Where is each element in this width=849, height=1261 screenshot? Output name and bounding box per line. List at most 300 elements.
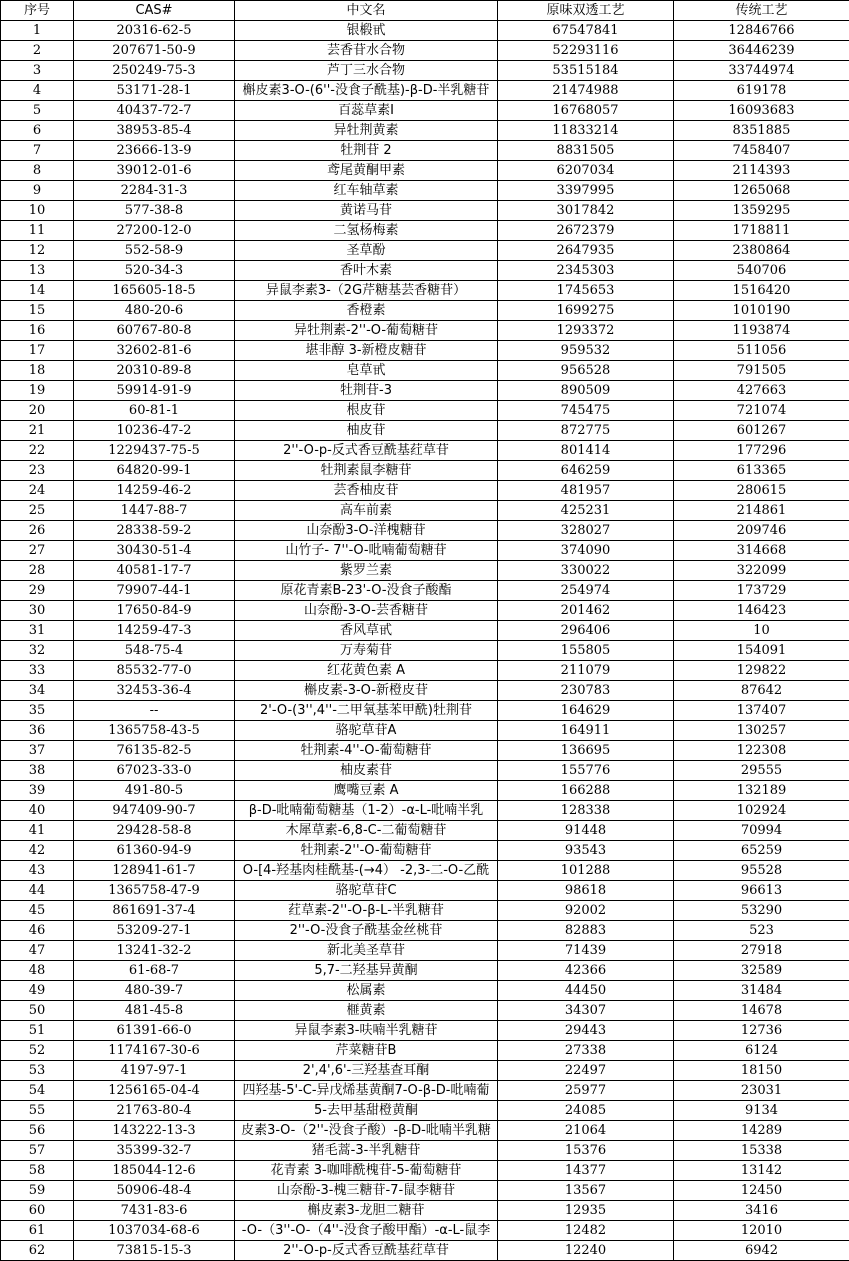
index-cell: 45 (1, 901, 74, 921)
index-cell: 60 (1, 1201, 74, 1221)
index-cell: 55 (1, 1101, 74, 1121)
index-cell: 21 (1, 421, 74, 441)
name-cell: 2',4',6'-三羟基查耳酮 (235, 1061, 498, 1081)
name-cell: 皂草甙 (235, 361, 498, 381)
name-cell: 红车轴草素 (235, 181, 498, 201)
table-row (1, 521, 849, 541)
name-cell: 骆驼草苷C (235, 881, 498, 901)
double-process-cell: 2647935 (498, 241, 674, 261)
cas-cell: 79907-44-1 (74, 581, 235, 601)
index-cell: 38 (1, 761, 74, 781)
traditional-process-cell: 96613 (674, 881, 849, 901)
table-row (1, 421, 849, 441)
index-cell: 11 (1, 221, 74, 241)
table-row (1, 961, 849, 981)
name-cell: 异牡荆素-2''-O-葡萄糖苷 (235, 321, 498, 341)
table-row (1, 1201, 849, 1221)
cas-cell: 29428-58-8 (74, 821, 235, 841)
table-row (1, 801, 849, 821)
table-row (1, 341, 849, 361)
table-row (1, 21, 849, 41)
traditional-process-cell: 1010190 (674, 301, 849, 321)
table-row (1, 761, 849, 781)
table-row (1, 321, 849, 341)
name-cell: 2'-O-(3'',4''-二甲氧基苯甲酰)牡荆苷 (235, 701, 498, 721)
double-process-cell: 27338 (498, 1041, 674, 1061)
table-row (1, 401, 849, 421)
double-process-cell: 53515184 (498, 61, 674, 81)
double-process-cell: 82883 (498, 921, 674, 941)
double-process-cell: 164629 (498, 701, 674, 721)
name-cell: O-[4-羟基肉桂酰基-(→4） -2,3-二-O-乙酰 (235, 861, 498, 881)
double-process-cell: 646259 (498, 461, 674, 481)
double-process-cell: 71439 (498, 941, 674, 961)
table-row (1, 741, 849, 761)
double-process-cell: 956528 (498, 361, 674, 381)
name-cell: 香风草甙 (235, 621, 498, 641)
table-row (1, 1181, 849, 1201)
traditional-process-cell: 721074 (674, 401, 849, 421)
traditional-process-cell: 12010 (674, 1221, 849, 1241)
cas-cell: 50906-48-4 (74, 1181, 235, 1201)
cas-cell: 548-75-4 (74, 641, 235, 661)
cas-cell: 10236-47-2 (74, 421, 235, 441)
double-process-cell: 890509 (498, 381, 674, 401)
double-process-cell: 1699275 (498, 301, 674, 321)
traditional-process-cell: 1718811 (674, 221, 849, 241)
traditional-process-cell: 1193874 (674, 321, 849, 341)
table-row (1, 841, 849, 861)
index-cell: 9 (1, 181, 74, 201)
index-cell: 17 (1, 341, 74, 361)
index-cell: 46 (1, 921, 74, 941)
cas-cell: 1229437-75-5 (74, 441, 235, 461)
double-process-cell: 6207034 (498, 161, 674, 181)
index-cell: 52 (1, 1041, 74, 1061)
header-cas: CAS# (74, 1, 235, 21)
name-cell: -O-（3''-O-（4''-没食子酸甲酯）-α-L-鼠李 (235, 1221, 498, 1241)
name-cell: 香橙素 (235, 301, 498, 321)
name-cell: 2''-O-没食子酰基金丝桃苷 (235, 921, 498, 941)
double-process-cell: 92002 (498, 901, 674, 921)
name-cell: 异鼠李素3-（2G芹糖基芸香糖苷） (235, 281, 498, 301)
name-cell: 5-去甲基甜橙黄酮 (235, 1101, 498, 1121)
double-process-cell: 201462 (498, 601, 674, 621)
cas-cell: 38953-85-4 (74, 121, 235, 141)
index-cell: 31 (1, 621, 74, 641)
cas-cell: 59914-91-9 (74, 381, 235, 401)
traditional-process-cell: 177296 (674, 441, 849, 461)
table-row (1, 121, 849, 141)
table-row (1, 1101, 849, 1121)
double-process-cell: 374090 (498, 541, 674, 561)
cas-cell: -- (74, 701, 235, 721)
double-process-cell: 481957 (498, 481, 674, 501)
traditional-process-cell: 102924 (674, 801, 849, 821)
table-row (1, 1241, 849, 1261)
traditional-process-cell: 173729 (674, 581, 849, 601)
traditional-process-cell: 6124 (674, 1041, 849, 1061)
traditional-process-cell: 70994 (674, 821, 849, 841)
double-process-cell: 91448 (498, 821, 674, 841)
traditional-process-cell: 601267 (674, 421, 849, 441)
name-cell: 圣草酚 (235, 241, 498, 261)
double-process-cell: 164911 (498, 721, 674, 741)
traditional-process-cell: 613365 (674, 461, 849, 481)
double-process-cell: 1745653 (498, 281, 674, 301)
name-cell: 银椴甙 (235, 21, 498, 41)
name-cell: 万寿菊苷 (235, 641, 498, 661)
table-row (1, 261, 849, 281)
table-row (1, 161, 849, 181)
double-process-cell: 15376 (498, 1141, 674, 1161)
double-process-cell: 24085 (498, 1101, 674, 1121)
cas-cell: 250249-75-3 (74, 61, 235, 81)
name-cell: 异牡荆黄素 (235, 121, 498, 141)
table-row (1, 1081, 849, 1101)
table-row (1, 501, 849, 521)
name-cell: 山奈酚-3-槐三糖苷-7-鼠李糖苷 (235, 1181, 498, 1201)
index-cell: 50 (1, 1001, 74, 1021)
index-cell: 58 (1, 1161, 74, 1181)
index-cell: 54 (1, 1081, 74, 1101)
cas-cell: 53171-28-1 (74, 81, 235, 101)
name-cell: 紫罗兰素 (235, 561, 498, 581)
traditional-process-cell: 12846766 (674, 21, 849, 41)
double-process-cell: 25977 (498, 1081, 674, 1101)
name-cell: 香叶木素 (235, 261, 498, 281)
double-process-cell: 872775 (498, 421, 674, 441)
cas-cell: 61-68-7 (74, 961, 235, 981)
cas-cell: 73815-15-3 (74, 1241, 235, 1261)
name-cell: 鸢尾黄酮甲素 (235, 161, 498, 181)
name-cell: 山奈酚3-O-洋槐糖苷 (235, 521, 498, 541)
table-row (1, 581, 849, 601)
traditional-process-cell: 18150 (674, 1061, 849, 1081)
cas-cell: 85532-77-0 (74, 661, 235, 681)
index-cell: 59 (1, 1181, 74, 1201)
traditional-process-cell: 36446239 (674, 41, 849, 61)
index-cell: 26 (1, 521, 74, 541)
traditional-process-cell: 16093683 (674, 101, 849, 121)
double-process-cell: 8831505 (498, 141, 674, 161)
double-process-cell: 211079 (498, 661, 674, 681)
traditional-process-cell: 65259 (674, 841, 849, 861)
index-cell: 7 (1, 141, 74, 161)
double-process-cell: 12240 (498, 1241, 674, 1261)
cas-cell: 143222-13-3 (74, 1121, 235, 1141)
table-row (1, 301, 849, 321)
index-cell: 40 (1, 801, 74, 821)
header-chinese-name: 中文名 (235, 1, 498, 21)
table-row (1, 101, 849, 121)
cas-cell: 20316-62-5 (74, 21, 235, 41)
traditional-process-cell: 7458407 (674, 141, 849, 161)
double-process-cell: 801414 (498, 441, 674, 461)
index-cell: 62 (1, 1241, 74, 1261)
traditional-process-cell: 31484 (674, 981, 849, 1001)
double-process-cell: 93543 (498, 841, 674, 861)
cas-cell: 185044-12-6 (74, 1161, 235, 1181)
traditional-process-cell: 32589 (674, 961, 849, 981)
cas-cell: 1365758-47-9 (74, 881, 235, 901)
double-process-cell: 14377 (498, 1161, 674, 1181)
index-cell: 44 (1, 881, 74, 901)
table-row (1, 1161, 849, 1181)
cas-cell: 14259-46-2 (74, 481, 235, 501)
cas-cell: 27200-12-0 (74, 221, 235, 241)
table-row (1, 921, 849, 941)
traditional-process-cell: 619178 (674, 81, 849, 101)
index-cell: 37 (1, 741, 74, 761)
table-row (1, 1021, 849, 1041)
traditional-process-cell: 6942 (674, 1241, 849, 1261)
table-row (1, 781, 849, 801)
cas-cell: 520-34-3 (74, 261, 235, 281)
index-cell: 1 (1, 21, 74, 41)
double-process-cell: 166288 (498, 781, 674, 801)
cas-cell: 491-80-5 (74, 781, 235, 801)
name-cell: 黄诺马苷 (235, 201, 498, 221)
index-cell: 42 (1, 841, 74, 861)
cas-cell: 53209-27-1 (74, 921, 235, 941)
name-cell: 荭草素-2''-O-β-L-半乳糖苷 (235, 901, 498, 921)
name-cell: 鹰嘴豆素 A (235, 781, 498, 801)
double-process-cell: 12482 (498, 1221, 674, 1241)
index-cell: 2 (1, 41, 74, 61)
table-row (1, 181, 849, 201)
table-row (1, 861, 849, 881)
traditional-process-cell: 132189 (674, 781, 849, 801)
table-row (1, 721, 849, 741)
name-cell: β-D-吡喃葡萄糖基（1-2）-α-L-吡喃半乳 (235, 801, 498, 821)
table-row (1, 481, 849, 501)
double-process-cell: 155805 (498, 641, 674, 661)
traditional-process-cell: 3416 (674, 1201, 849, 1221)
table-row (1, 1061, 849, 1081)
table-row (1, 221, 849, 241)
traditional-process-cell: 154091 (674, 641, 849, 661)
name-cell: 皮素3-O-（2''-没食子酸）-β-D-吡喃半乳糖 (235, 1121, 498, 1141)
table-row (1, 1001, 849, 1021)
double-process-cell: 328027 (498, 521, 674, 541)
table-row (1, 381, 849, 401)
name-cell: 2''-O-p-反式香豆酰基荭草苷 (235, 441, 498, 461)
name-cell: 松属素 (235, 981, 498, 1001)
double-process-cell: 67547841 (498, 21, 674, 41)
index-cell: 35 (1, 701, 74, 721)
name-cell: 芹菜糖苷B (235, 1041, 498, 1061)
name-cell: 柚皮苷 (235, 421, 498, 441)
name-cell: 高车前素 (235, 501, 498, 521)
double-process-cell: 29443 (498, 1021, 674, 1041)
cas-cell: 481-45-8 (74, 1001, 235, 1021)
traditional-process-cell: 53290 (674, 901, 849, 921)
name-cell: 牡荆苷 2 (235, 141, 498, 161)
traditional-process-cell: 15338 (674, 1141, 849, 1161)
index-cell: 43 (1, 861, 74, 881)
traditional-process-cell: 791505 (674, 361, 849, 381)
index-cell: 30 (1, 601, 74, 621)
index-cell: 6 (1, 121, 74, 141)
double-process-cell: 22497 (498, 1061, 674, 1081)
double-process-cell: 101288 (498, 861, 674, 881)
name-cell: 槲皮素3-龙胆二糖苷 (235, 1201, 498, 1221)
table-row (1, 541, 849, 561)
index-cell: 22 (1, 441, 74, 461)
double-process-cell: 425231 (498, 501, 674, 521)
double-process-cell: 12935 (498, 1201, 674, 1221)
name-cell: 牡荆苷-3 (235, 381, 498, 401)
name-cell: 柚皮素苷 (235, 761, 498, 781)
cas-cell: 7431-83-6 (74, 1201, 235, 1221)
table-row (1, 41, 849, 61)
traditional-process-cell: 523 (674, 921, 849, 941)
table-row (1, 141, 849, 161)
cas-cell: 128941-61-7 (74, 861, 235, 881)
index-cell: 3 (1, 61, 74, 81)
cas-cell: 480-20-6 (74, 301, 235, 321)
cas-cell: 61360-94-9 (74, 841, 235, 861)
index-cell: 29 (1, 581, 74, 601)
traditional-process-cell: 1265068 (674, 181, 849, 201)
table-row (1, 681, 849, 701)
cas-cell: 32453-36-4 (74, 681, 235, 701)
traditional-process-cell: 27918 (674, 941, 849, 961)
name-cell: 5,7-二羟基异黄酮 (235, 961, 498, 981)
table-row (1, 881, 849, 901)
table-row (1, 461, 849, 481)
index-cell: 8 (1, 161, 74, 181)
cas-cell: 13241-32-2 (74, 941, 235, 961)
table-row (1, 941, 849, 961)
index-cell: 48 (1, 961, 74, 981)
index-cell: 49 (1, 981, 74, 1001)
header-row (1, 1, 849, 21)
name-cell: 四羟基-5'-C-异戊烯基黄酮7-O-β-D-吡喃葡 (235, 1081, 498, 1101)
cas-cell: 17650-84-9 (74, 601, 235, 621)
index-cell: 20 (1, 401, 74, 421)
table-row (1, 821, 849, 841)
index-cell: 57 (1, 1141, 74, 1161)
double-process-cell: 959532 (498, 341, 674, 361)
table-row (1, 621, 849, 641)
traditional-process-cell: 23031 (674, 1081, 849, 1101)
name-cell: 芸香柚皮苷 (235, 481, 498, 501)
index-cell: 12 (1, 241, 74, 261)
cas-cell: 61391-66-0 (74, 1021, 235, 1041)
index-cell: 56 (1, 1121, 74, 1141)
index-cell: 16 (1, 321, 74, 341)
traditional-process-cell: 540706 (674, 261, 849, 281)
traditional-process-cell: 33744974 (674, 61, 849, 81)
cas-cell: 40581-17-7 (74, 561, 235, 581)
cas-cell: 60767-80-8 (74, 321, 235, 341)
index-cell: 41 (1, 821, 74, 841)
index-cell: 5 (1, 101, 74, 121)
double-process-cell: 1293372 (498, 321, 674, 341)
double-process-cell: 2672379 (498, 221, 674, 241)
double-process-cell: 155776 (498, 761, 674, 781)
name-cell: 花青素 3-咖啡酰槐苷-5-葡萄糖苷 (235, 1161, 498, 1181)
index-cell: 18 (1, 361, 74, 381)
header-traditional-process: 传统工艺 (674, 1, 849, 21)
cas-cell: 64820-99-1 (74, 461, 235, 481)
name-cell: 堪非醇 3-新橙皮糖苷 (235, 341, 498, 361)
cas-cell: 947409-90-7 (74, 801, 235, 821)
table-row (1, 1141, 849, 1161)
traditional-process-cell: 12450 (674, 1181, 849, 1201)
index-cell: 28 (1, 561, 74, 581)
index-cell: 24 (1, 481, 74, 501)
double-process-cell: 52293116 (498, 41, 674, 61)
double-process-cell: 3017842 (498, 201, 674, 221)
traditional-process-cell: 129822 (674, 661, 849, 681)
name-cell: 芦丁三水合物 (235, 61, 498, 81)
double-process-cell: 3397995 (498, 181, 674, 201)
index-cell: 53 (1, 1061, 74, 1081)
name-cell: 牡荆素-4''-O-葡萄糖苷 (235, 741, 498, 761)
name-cell: 山竹子- 7''-O-吡喃葡萄糖苷 (235, 541, 498, 561)
table-row (1, 661, 849, 681)
name-cell: 新北美圣草苷 (235, 941, 498, 961)
cas-cell: 1256165-04-4 (74, 1081, 235, 1101)
traditional-process-cell: 209746 (674, 521, 849, 541)
traditional-process-cell: 130257 (674, 721, 849, 741)
cas-cell: 20310-89-8 (74, 361, 235, 381)
traditional-process-cell: 314668 (674, 541, 849, 561)
name-cell: 根皮苷 (235, 401, 498, 421)
traditional-process-cell: 12736 (674, 1021, 849, 1041)
double-process-cell: 21474988 (498, 81, 674, 101)
index-cell: 14 (1, 281, 74, 301)
name-cell: 红花黄色素 A (235, 661, 498, 681)
cas-cell: 40437-72-7 (74, 101, 235, 121)
cas-cell: 1037034-68-6 (74, 1221, 235, 1241)
table-row (1, 441, 849, 461)
traditional-process-cell: 2114393 (674, 161, 849, 181)
table-row (1, 901, 849, 921)
traditional-process-cell: 13142 (674, 1161, 849, 1181)
cas-cell: 1174167-30-6 (74, 1041, 235, 1061)
name-cell: 二氢杨梅素 (235, 221, 498, 241)
cas-cell: 30430-51-4 (74, 541, 235, 561)
name-cell: 百蕊草素I (235, 101, 498, 121)
name-cell: 榧黄素 (235, 1001, 498, 1021)
index-cell: 15 (1, 301, 74, 321)
double-process-cell: 296406 (498, 621, 674, 641)
name-cell: 原花青素B-23'-O-没食子酸酯 (235, 581, 498, 601)
cas-cell: 28338-59-2 (74, 521, 235, 541)
cas-cell: 577-38-8 (74, 201, 235, 221)
table-row (1, 981, 849, 1001)
table-row (1, 241, 849, 261)
index-cell: 19 (1, 381, 74, 401)
name-cell: 牡荆素鼠李糖苷 (235, 461, 498, 481)
index-cell: 10 (1, 201, 74, 221)
table-row (1, 601, 849, 621)
cas-cell: 2284-31-3 (74, 181, 235, 201)
index-cell: 33 (1, 661, 74, 681)
index-cell: 47 (1, 941, 74, 961)
traditional-process-cell: 10 (674, 621, 849, 641)
cas-cell: 207671-50-9 (74, 41, 235, 61)
table-row (1, 1221, 849, 1241)
name-cell: 异鼠李素3-呋喃半乳糖苷 (235, 1021, 498, 1041)
double-process-cell: 330022 (498, 561, 674, 581)
traditional-process-cell: 511056 (674, 341, 849, 361)
traditional-process-cell: 1516420 (674, 281, 849, 301)
